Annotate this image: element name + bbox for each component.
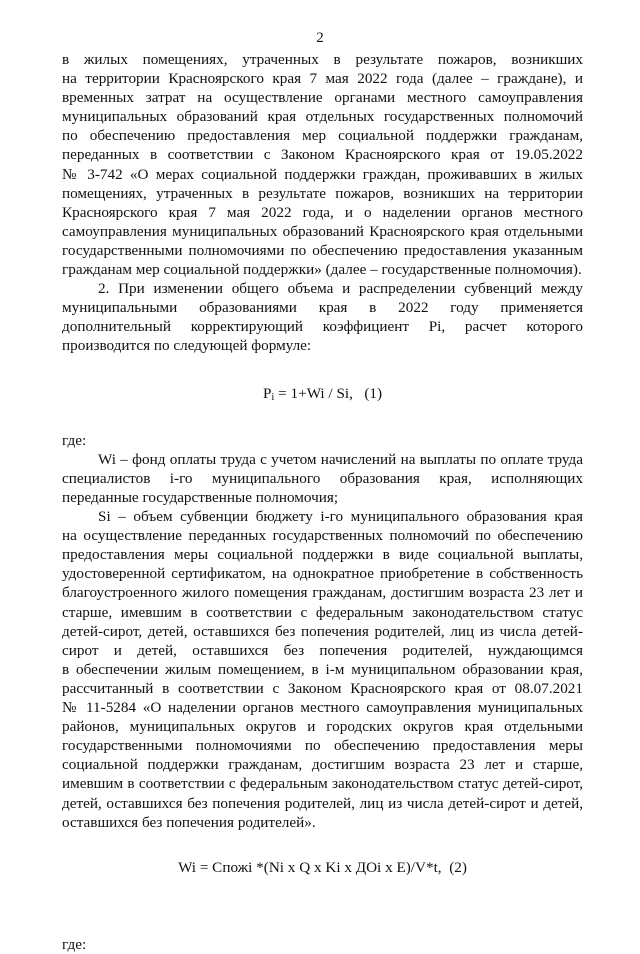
text-line: гражданам мер социальной поддержки» (далее – государственные полномочия). xyxy=(62,261,582,279)
wi-definition xyxy=(62,450,583,507)
text-line: по обеспечению предоставления мер социальной поддержки гражданам, xyxy=(62,127,583,145)
text-line: производится по следующей формуле: xyxy=(62,337,312,355)
text-line: муниципальными образованиями края в 2022 году применяется xyxy=(62,299,583,317)
si-definition xyxy=(62,507,583,832)
text-line: № 3-742 «О мерах социальной поддержки граждан, проживавших в жилых xyxy=(62,165,583,183)
text-line: дополнительный корректирующий коэффициент Pi, расчет которого xyxy=(62,318,583,336)
text-line: старше, имевшим в соответствии с федеральным законодательством статус xyxy=(62,603,583,621)
page-number: 2 xyxy=(316,30,324,46)
text-line: детей-сирот, детей, оставшихся без попечения родителей, лиц из числа детей- xyxy=(62,622,583,640)
text-line: Wi – фонд оплаты труда с учетом начислений на выплаты по оплате труда xyxy=(98,450,583,468)
where-label: где: xyxy=(62,431,87,449)
formula-1 xyxy=(62,384,583,407)
text-line: рассчитанный в соответствии с Законом Красноярского края от 08.07.2021 xyxy=(62,679,583,697)
text-line: имевшим в соответствии с федеральным законодательством статус детей-сирот, xyxy=(62,775,583,793)
formula-1-lhs: P xyxy=(262,384,272,402)
text-line: районов, муниципальных округов и городских округов края отдельными xyxy=(62,718,583,736)
text-line: детей, оставшихся без попечения родителей, лиц из числа детей-сирот и детей, xyxy=(62,794,583,812)
text-line: муниципальных образований края отдельных государственных полномочий xyxy=(62,108,583,126)
formula-1-rhs: = 1+Wi / Si, xyxy=(274,384,353,402)
text-line: благоустроенного жилого помещения гражданам, достигшим возраста 23 лет и xyxy=(62,584,583,602)
where-label-2: где: xyxy=(62,935,87,953)
formula-1-number: (1) xyxy=(364,384,383,402)
text-line: 2. При изменении общего объема и распределении субвенций между xyxy=(98,280,583,298)
formula-2 xyxy=(62,858,583,877)
text-line: в обеспечении жилым помещением, в i-м муниципальном образовании края, xyxy=(62,660,583,678)
text-line: государственными полномочиями по обеспечению предоставления меры xyxy=(62,737,583,755)
formula-1-lhs-sub: i xyxy=(271,391,275,403)
text-line: переданных в соответствии с Законом Красноярского края от 19.05.2022 xyxy=(62,146,583,164)
text-line: на осуществление переданных государственных полномочий по обеспечению xyxy=(62,527,583,545)
text-line: специалистов i-го муниципального образования края, исполняющих xyxy=(62,469,583,487)
text-line: государственными полномочиями по обеспечению предоставления указанным xyxy=(62,241,583,259)
text-line: удостоверенной сертификатом, на однократное приобретение в собственность xyxy=(62,565,583,583)
formula-2-number: (2) xyxy=(449,858,467,876)
document-body xyxy=(62,50,583,954)
text-line: Красноярского края 7 мая 2022 года, и о наделении органов местного xyxy=(62,203,583,221)
text-line: социальной поддержки гражданам, достигшим возраста 23 лет и старше, xyxy=(62,756,583,774)
text-line: на территории Красноярского края 7 мая 2022 года (далее – граждане), и xyxy=(62,70,583,88)
text-line: № 11-5284 «О наделении органов местного самоуправления муниципальных xyxy=(62,699,583,717)
text-line: в жилых помещениях, утраченных в результате пожаров, возникших xyxy=(62,51,583,68)
text-line: Si – объем субвенции бюджету i-го муниципального образования края xyxy=(98,508,583,526)
text-line: самоуправления муниципальных образований Красноярского края отдельными xyxy=(62,222,583,240)
text-line: переданные государственные полномочия; xyxy=(62,489,339,506)
text-line: оставшихся без попечения родителей». xyxy=(62,813,316,831)
text-line: сирот и детей, оставшихся без попечения родителей, нуждающимся xyxy=(62,641,583,659)
paragraph-2 xyxy=(62,279,583,355)
text-line: временных затрат на осуществление органами местного самоуправления xyxy=(62,89,583,107)
formula-2-text: Wi = Cпожi *(Ni x Q x Ki x ДОi x E)/V*t, xyxy=(178,858,442,876)
intro-paragraph xyxy=(62,50,583,279)
text-line: помещениях, утраченных в результате пожаров, возникших на территории xyxy=(62,184,583,202)
text-line: предоставления меры социальной поддержки в виде социальной выплаты, xyxy=(62,546,583,564)
